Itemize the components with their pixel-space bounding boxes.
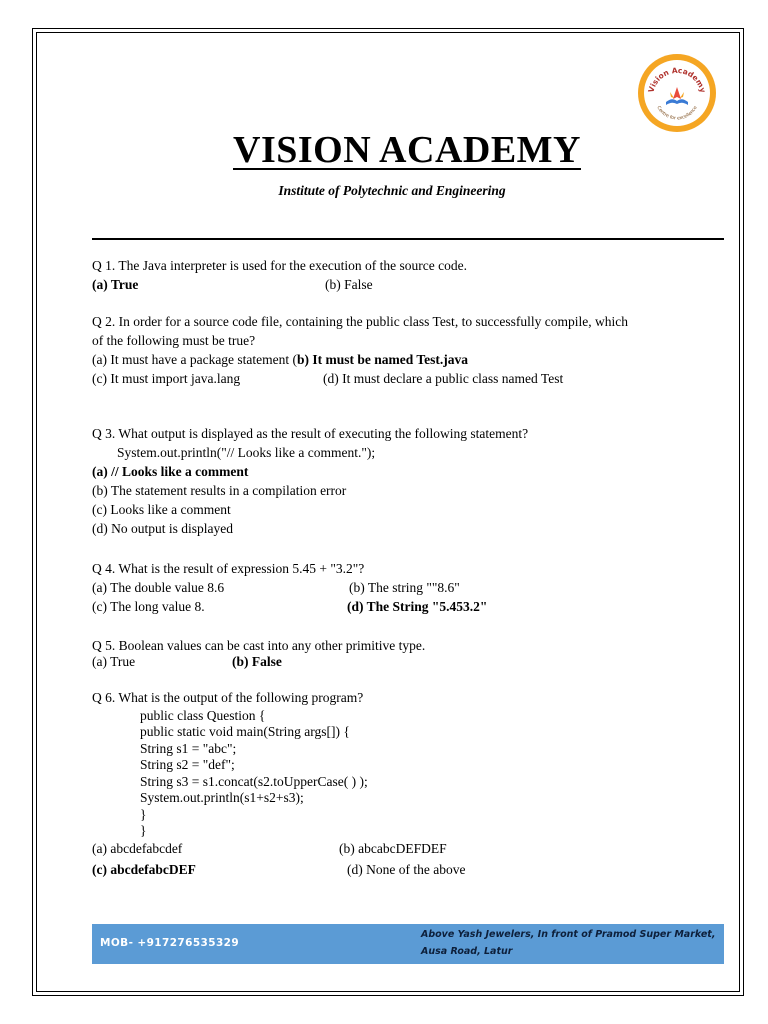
q2-option-d: (d) It must declare a public class named Test: [323, 371, 564, 386]
q6-code-line: String s2 = "def";: [140, 757, 235, 772]
q6-option-d: (d) None of the above: [347, 862, 466, 877]
q6-code-line: }: [140, 823, 147, 838]
page-title: VISION ACADEMY: [233, 129, 581, 171]
q6-code-line: }: [140, 807, 147, 822]
q4-option-b: (b) The string ""8.6": [349, 580, 460, 595]
q2-option-c: (c) It must import java.lang: [92, 371, 241, 386]
q6-code-line: String s1 = "abc";: [140, 741, 237, 756]
q3-option-b: (b) The statement results in a compilation error: [92, 483, 347, 498]
q1-option-b: (b) False: [325, 277, 373, 292]
q6-code-line: public static void main(String args[]) {: [140, 724, 350, 739]
q6-code-line: public class Question {: [140, 708, 266, 723]
q2-option-a: (a) It must have a package statement (b) It must be named Test.java: [92, 352, 469, 367]
q6-question: Q 6. What is the output of the following program?: [92, 690, 364, 705]
q3-option-a: (a) // Looks like a comment: [92, 464, 249, 479]
q6-code-line: System.out.println(s1+s2+s3);: [140, 790, 304, 805]
q3-option-d: (d) No output is displayed: [92, 521, 233, 536]
q6-option-c: (c) abcdefabcDEF: [92, 862, 196, 877]
q2-question-line2: of the following must be true?: [92, 333, 256, 348]
q5-option-a: (a) True: [92, 654, 136, 669]
q6-option-b: (b) abcabcDEFDEF: [339, 841, 447, 856]
q5-question: Q 5. Boolean values can be cast into any other primitive type.: [92, 638, 426, 653]
q4-question: Q 4. What is the result of expression 5.45 + "3.2"?: [92, 561, 365, 576]
logo-title-text: Vision Academy: [646, 65, 708, 94]
q4-option-d: (d) The String "5.453.2": [347, 599, 488, 614]
q3-question: Q 3. What output is displayed as the result of executing the following statement?: [92, 426, 529, 441]
footer-mobile: MOB- +917276535329: [100, 937, 240, 949]
logo-tagline-text: Centre for excellence: [655, 105, 699, 122]
q6-option-a: (a) abcdefabcdef: [92, 841, 183, 856]
q2-question-line1: Q 2. In order for a source code file, containing the public class Test, to successfully compile, which: [92, 314, 629, 329]
header-divider: [92, 238, 724, 240]
q5-option-b: (b) False: [232, 654, 282, 669]
q3-option-c: (c) Looks like a comment: [92, 502, 231, 517]
q4-option-a: (a) The double value 8.6: [92, 580, 225, 595]
q1-question: Q 1. The Java interpreter is used for the execution of the source code.: [92, 258, 467, 273]
q3-code: System.out.println("// Looks like a comment.");: [117, 445, 376, 460]
footer-address-line2: Ausa Road, Latur: [421, 946, 513, 957]
vision-academy-logo: [636, 52, 718, 134]
page-subtitle: Institute of Polytechnic and Engineering: [278, 183, 506, 198]
q6-code-line: String s3 = s1.concat(s2.toUpperCase( ) );: [140, 774, 368, 789]
footer-address-line1: Above Yash Jewelers, In front of Pramod Super Market,: [421, 929, 716, 940]
q2-option-b: b) It must be named Test.java: [297, 352, 469, 367]
q4-option-c: (c) The long value 8.: [92, 599, 205, 614]
q1-option-a: (a) True: [92, 277, 139, 292]
